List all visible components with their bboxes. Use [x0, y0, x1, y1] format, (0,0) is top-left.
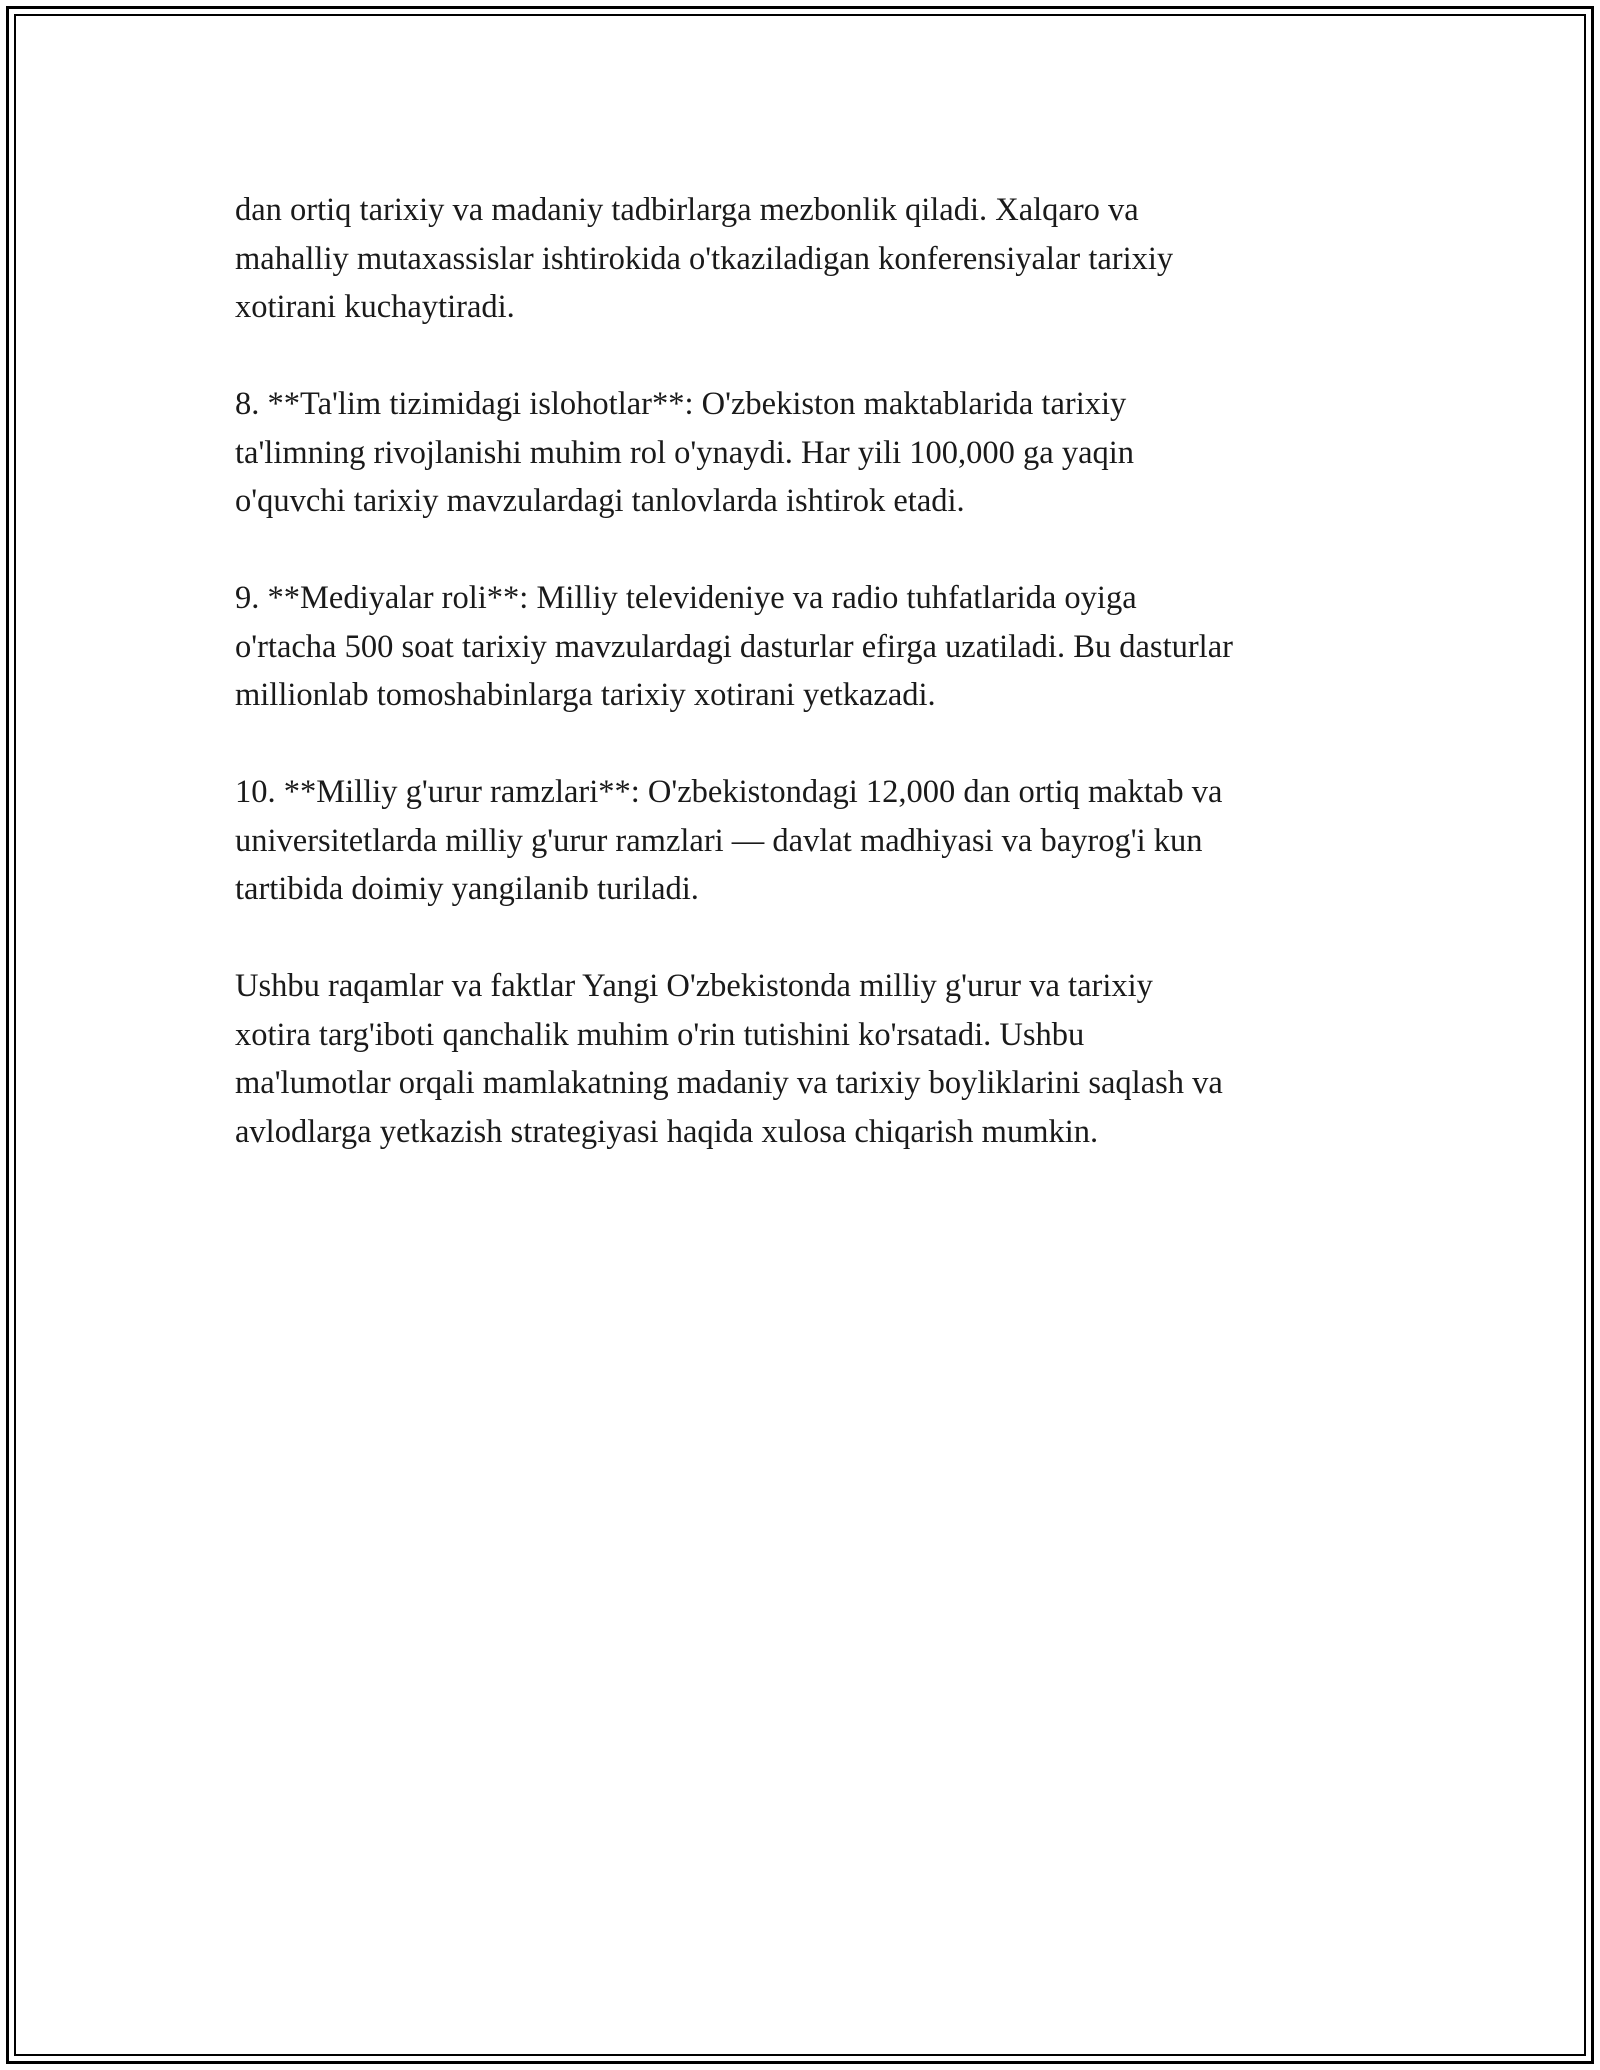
- text-line: xotira targ'iboti qanchalik muhim o'rin tutishini ko'rsatadi. Ushbu: [235, 1016, 1085, 1053]
- text-line: dan ortiq tarixiy va madaniy tadbirlarga mezbonlik qiladi. Xalqaro va: [235, 192, 1139, 228]
- text-line: 8. **Ta'lim tizimidagi islohotlar**: O'zbekiston maktablarida tarixiy: [235, 386, 1127, 422]
- paragraph-item-9: [235, 574, 1375, 720]
- text-line: 9. **Mediyalar roli**: Milliy televideniye va radio tuhfatlarida oyiga: [235, 580, 1137, 616]
- text-line: xotirani kuchaytiradi.: [235, 289, 515, 325]
- text-line: 10. **Milliy g'urur ramzlari**: O'zbekistondagi 12,000 dan ortiq maktab va: [235, 774, 1223, 810]
- paragraph-conclusion: [235, 962, 1375, 1156]
- text-line: o'quvchi tarixiy mavzulardagi tanlovlarda ishtirok etadi.: [235, 483, 965, 519]
- text-line: tartibida doimiy yangilanib turiladi.: [235, 871, 699, 907]
- text-line: mahalliy mutaxassislar ishtirokida o'tkaziladigan konferensiyalar tarixiy: [235, 240, 1174, 277]
- text-line: millionlab tomoshabinlarga tarixiy xotirani yetkazadi.: [235, 677, 936, 713]
- text-line: Ushbu raqamlar va faktlar Yangi O'zbekistonda milliy g'urur va tarixiy: [235, 968, 1153, 1004]
- text-line: ma'lumotlar orqali mamlakatning madaniy va tarixiy boyliklarini saqlash va: [235, 1065, 1223, 1101]
- document-body: [235, 186, 1375, 1205]
- text-line: avlodlarga yetkazish strategiyasi haqida xulosa chiqarish mumkin.: [235, 1113, 1099, 1150]
- text-line: universitetlarda milliy g'urur ramzlari — davlat madhiyasi va bayrog'i kun: [235, 822, 1203, 859]
- text-line: o'rtacha 500 soat tarixiy mavzulardagi dasturlar efirga uzatiladi. Bu dasturlar: [235, 628, 1233, 665]
- paragraph-continuation: [235, 186, 1375, 332]
- text-line: ta'limning rivojlanishi muhim rol o'ynaydi. Har yili 100,000 ga yaqin: [235, 434, 1135, 471]
- paragraph-item-8: [235, 380, 1375, 526]
- paragraph-item-10: [235, 768, 1375, 914]
